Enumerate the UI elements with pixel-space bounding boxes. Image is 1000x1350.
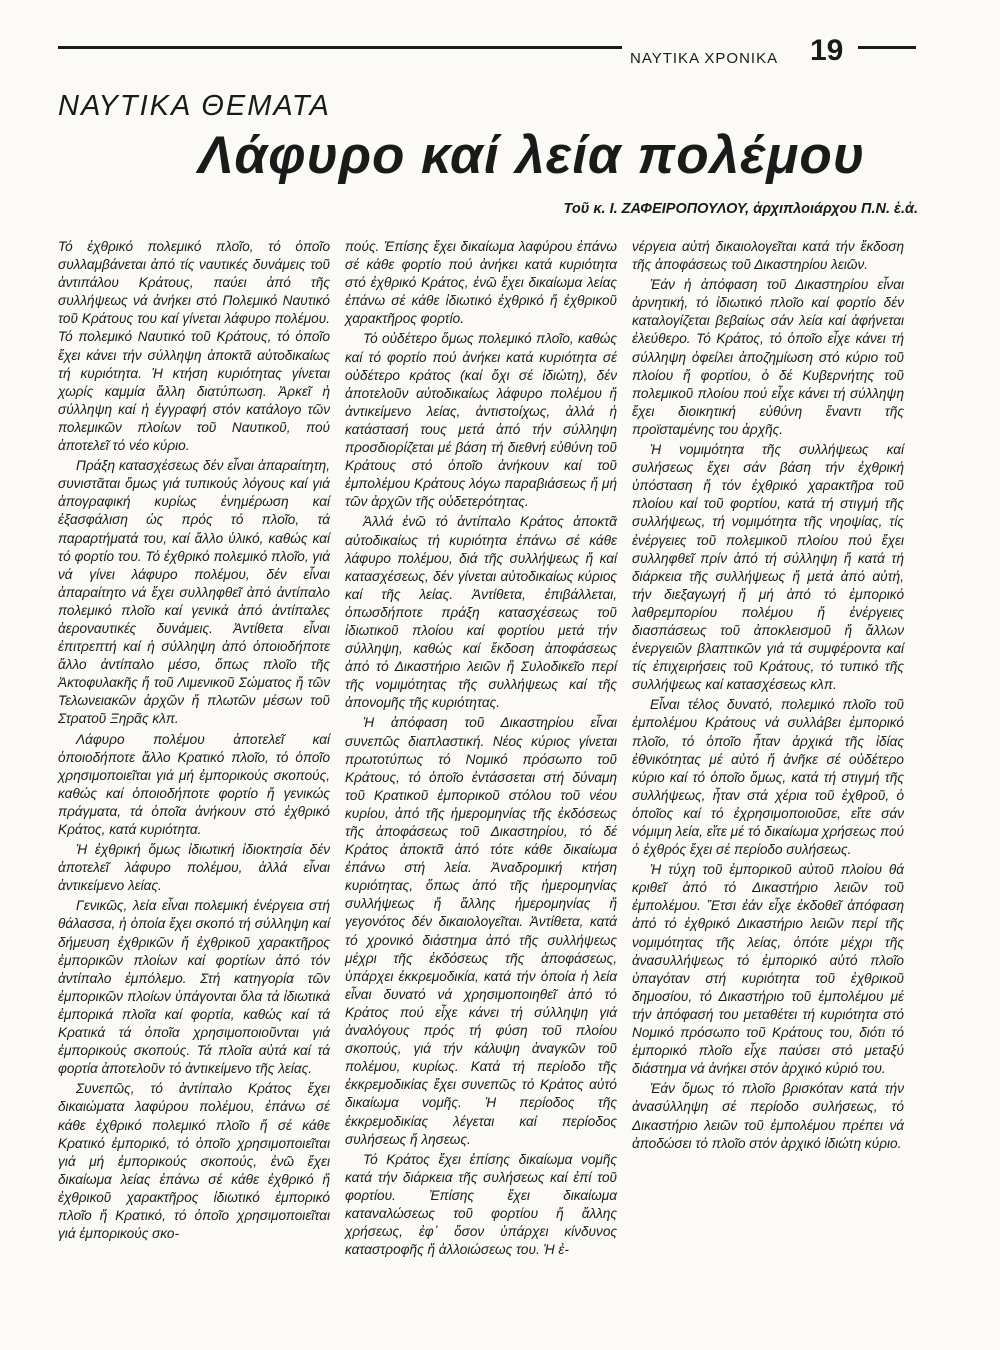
paragraph: Εἶναι τέλος δυνατό, πολεμικό πλοῖο τοῦ ἐμπολέμου Κράτους νά συλλάβει ἐμπορικό πλοῖο, τό ὁποῖο ἦταν ἀρχικά τῆς ἰδίας ἐθνικότητας μέ αὐτό ἤ ἀνῆκε σέ οὐδέτερο κύριο καί τό ὁποῖο ὅμως, κατά τή στιγμή τῆς συλλήψεως, ἦταν στά χέρια τοῦ ἐχθροῦ, ὁ ὁποῖος καί τό ἐχρησιμοποιοῦσε, εἴτε σάν νόμιμη λεία, εἴτε μέ τό δικαίωμα χρήσεως πού ὁ ἐχθρός ἔχει σέ περίοδο συλήσεως. — [632, 697, 904, 858]
paragraph: Λάφυρο πολέμου ἀποτελεῖ καί ὁποιοδήποτε ἄλλο Κρατικό πλοῖο, τό ὁποῖο χρησιμοποιεῖται γιά μή ἐμπορικούς σκοπούς, καθώς καί ὁποιοδήποτε φορτίο ἤ γενικώς πράγματα, τά ὁποῖα ἀνήκουν στό ἐχθρικό Κράτος, κατά κυριότητα. — [58, 731, 330, 837]
running-head: ΝΑΥΤΙΚΑ ΧΡΟΝΙΚΑ — [630, 50, 779, 67]
text-column-3 — [632, 238, 904, 1155]
paragraph: Ἡ ἀπόφαση τοῦ Δικαστηρίου εἶναι συνεπῶς διαπλαστική. Νέος κύριος γίνεται πρωτοτύπως τό Νομικό πρόσωπο τοῦ Κράτους, τό ὁποῖο ἐντάσσεται στή δύναμη τοῦ Κρατικοῦ ἐμπορικοῦ στόλου τοῦ νέου κυρίου, ἀπό τῆς ἡμερομηνίας τῆς ἐκδόσεως τῆς ἀποφάσεως τοῦ Δικαστηρίου, τό δέ Κράτος ἀποκτᾶ ἀπό τότε κάθε δικαίωμα ἐπάνω στή λεία. Ἀναδρομική κτήση κυριότητας, ὅπως ἀπό τῆς ἡμερομηνίας συλλήψεως ἤ ἄλλης ἡμερομηνίας ἤ γεγονότος δέν δικαιολογεῖται. Ἀντίθετα, κατά τό χρονικό διάστημα ἀπό τῆς συλλήψεως μέχρι τῆς ἐκδόσεως τῆς ἀποφάσεως, ὑπάρχει ἐκκρεμοδικία, κατά τήν ὁποία ἡ λεία εἶναι δυνατό νά χρησιμοποιηθεῖ ἀπό τό Κράτος πού εἶχε κάνει τή σύλληψη γιά ἀναλόγους πρός τή φύση τοῦ πλοίου σκοπούς, γιά τήν κάλυψη ἀναγκῶν τοῦ πολέμου, κυρίως. Κατά τή περίοδο τῆς ἐκκρεμοδικίας ἔχει συνεπῶς τό Κράτος αὐτό δικαίωμα νομῆς. Ἡ περίοδος τῆς ἐκκρεμοδικίας λέγεται καί περίοδος συλήσεως ἤ λησεως. — [345, 715, 617, 1147]
paragraph: Ἐάν ἡ ἀπόφαση τοῦ Δικαστηρίου εἶναι ἀρνητική, τό ἰδιωτικό πλοῖο καί φορτίο δέν καταλογίζεται βεβαίως σάν λεία καί ἀφήνεται ἐλεύθερο. Τό Κράτος, τό ὁποῖο εἶχε κάνει τή σύλληψη ὀφείλει ἀποζημίωση στό κύριο τοῦ πλοίου ἤ φορτίου, ὁ δέ Κυβερνήτης τοῦ πολεμικοῦ πλοίου πού εἶχε κάνει τή σύλληψη ἔχει διοικητική εὐθύνη ἔναντι τῆς προϊσταμένης του ἀρχῆς. — [632, 277, 904, 437]
page-number: 19 — [810, 34, 844, 67]
section-title: ΝΑΥΤΙΚΑ ΘΕΜΑΤΑ — [58, 90, 331, 122]
paragraph: Τό Κράτος ἔχει ἐπίσης δικαίωμα νομῆς κατά τήν διάρκεια τῆς συλήσεως καί ἐπί τοῦ φορτίου. Ἐπίσης ἔχει δικαίωμα καταναλώσεως τοῦ φορτίου ἤ ἄλλης χρήσεως, ἐφ᾽ ὅσον ὑπάρχει κίνδυνος καταστροφῆς ἤ ἀλλοιώσεως του. Ἡ ἐ- — [345, 1151, 617, 1258]
paragraph: Ἡ τύχη τοῦ ἐμπορικοῦ αὐτοῦ πλοίου θά κριθεῖ ἀπό τό Δικαστήριο λειῶν τοῦ ἐμπολέμου. Ἔτσι ἐάν εἶχε ἐκδοθεῖ ἀπόφαση ἀπό τό ἐχθρικό Δικαστήριο λειῶν περί τῆς νομιμότητας τῆς λείας, ὁπότε μέχρι τῆς ἀνασυλλήψεως τό ἐμπορικό αὐτό πλοῖο ὑπαγόταν στή κυριότητα τοῦ ἐχθρικοῦ δημοσίου, τό Δικαστήριο τοῦ ἐμπολέμου μέ τήν ἀπόφασή του μεταθέτει τή κυριότητα στό Νομικό πρόσωπο τοῦ Κράτους του, διότι τό ἐμπορικό πλοῖο εἶχε παύσει στό μεταξύ διάστημα νά ἀνήκει στόν ἀρχικό κύριό του. — [632, 862, 904, 1077]
paragraph: πούς. Ἐπίσης ἔχει δικαίωμα λαφύρου ἐπάνω σέ κάθε φορτίο πού ἀνήκει κατά κυριότητα στό ἐχθρικό Κράτος, ἐνῶ ἔχει δικαίωμα λείας ἐπάνω σέ κάθε ἰδιωτικό ἐχθρικό ἤ ἐχθρικοῦ χαρακτῆρος φορτίο. — [345, 239, 617, 327]
paragraph: Πράξη κατασχέσεως δέν εἶναι ἀπαραίτητη, συνιστᾶται ὅμως γιά τυπικούς λόγους καί γιά ἀπογραφική κυρίως ἐνημέρωση καί ἐξασφάλιση ὡς πρός τό πλοῖο, τά παραρτήματά του, καί ἄλλο ὑλικό, καθώς καί τό φορτίο του. Τό ἐχθρικό πολεμικό πλοῖο, γιά νά γίνει λάφυρο πολέμου, δέν εἶναι ἀπαραίτητο νά ἔχει συλληφθεῖ ἀπό ἀντίπαλο πολεμικό πλοῖο καί γενικά ἀπό ἀντίπαλες ἀεροναυτικές δυνάμεις. Ἀντίθετα εἶναι ἐπιτρεπτή καί ἡ σύλληψη ἀπό ὁποιοδήποτε ἄλλο ἀντίπαλο μέσο, ὅπως πλοῖο τῆς Ἀκτοφυλακῆς ἤ τοῦ Λιμενικοῦ Σώματος ἤ τῶν Τελωνειακῶν ἀρχῶν ἤ πλωτῶν μέσων τοῦ Στρατοῦ Ξηρᾶς κλπ. — [58, 458, 330, 727]
header-rule — [58, 46, 622, 49]
article-title: Λάφυρο καί λεία πολέμου — [198, 126, 866, 185]
text-column-1 — [58, 238, 330, 1245]
paragraph: νέργεια αὐτή δικαιολογεῖται κατά τήν ἔκδοση τῆς ἀποφάσεως τοῦ Δικαστηρίου λειῶν. — [632, 239, 904, 273]
paragraph: Ἡ ἐχθρική ὅμως ἰδιωτική ἰδιοκτησία δέν ἀποτελεῖ λάφυρο πολέμου, ἀλλά εἶναι ἀντικείμενο λείας. — [58, 842, 330, 894]
paragraph: Συνεπῶς, τό ἀντίπαλο Κράτος ἔχει δικαιώματα λαφύρου πολέμου, ἐπάνω σέ κάθε ἐχθρικό πολεμικό πλοῖο ἤ σέ κάθε Κρατικό ἐμπορικό, τό ὁποῖο χρησιμοποιεῖται γιά μή ἐμπορικούς σκοπούς, ἐνῶ ἔχει δικαίωμα λείας ἐπάνω σέ κάθε ἐχθρικό ἤ ἐχθρικοῦ χαρακτῆρος ἰδιωτικό ἐμπορικό πλοῖο ἤ Κρατικό, τό ὁποῖο χρησιμοποιεῖται γιά ἐμπορικούς σκο- — [58, 1081, 330, 1242]
byline: Τοῦ κ. Ι. ΖΑΦΕΙΡΟΠΟΥΛΟΥ, ἀρχιπλοιάρχου Π.Ν. ἐ.ἀ. — [563, 201, 918, 217]
text-column-2 — [345, 238, 617, 1261]
paragraph: Ἐάν ὅμως τό πλοῖο βρισκόταν κατά τήν ἀνασύλληψη σέ περίοδο συλήσεως, τό Δικαστήριο λειῶν τοῦ ἐμπολέμου πρέπει νά ἀποδώσει τό πλοῖο στόν ἀρχικό ἰδιώτη κύριο. — [632, 1081, 904, 1151]
paragraph: Ἀλλά ἐνῶ τό ἀντίπαλο Κράτος ἀποκτᾶ αὐτοδικαίως τή κυριότητα ἐπάνω σέ κάθε λάφυρο πολέμου, διά τῆς συλλήψεως ἤ καί κατασχέσεως, δέν γίνεται αὐτοδικαίως κύριος καί τῆς λείας. Ἀντίθετα, ἐπιβάλλεται, ὁπωσδήποτε πράξη κατασχέσεως τοῦ ἰδιωτικοῦ πλοίου καί φορτίου μετά τήν σύλληψη, καθώς καί ἔκδοση ἀποφάσεως ἀπό τό Δικαστήριο λειῶν ἤ Συλοδικεῖο περί τῆς νομιμότητας τῆς συλλήψεως καί τῆς ἀπονομῆς τῆς κυριότητας. — [345, 514, 617, 711]
header-rule-right — [858, 46, 916, 49]
paragraph: Τό ἐχθρικό πολεμικό πλοῖο, τό ὁποῖο συλλαμβάνεται ἀπό τίς ναυτικές δυνάμεις τοῦ ἀντιπάλου Κράτους, παύει ἀπό τῆς συλλήψεως νά ἀνήκει στό Πολεμικό Ναυτικό τοῦ Κράτους του καί γίνεται λάφυρο πολέμου. Τό πολεμικό Ναυτικό τοῦ Κράτους, τό ὁποῖο ἔχει κάνει τήν σύλληψη ἀποκτᾶ αὐτοδικαίως τή κυριότητα. Ἡ κτήση κυριότητας γίνεται χωρίς καμμία ἄλλη διατύπωση. Ἀρκεῖ ἡ σύλληψη καί ἡ ἐγγραφή στόν κατάλογο τῶν πολεμικῶν πλοίων τοῦ Ναυτικοῦ, πού ἀποτελεῖ τό νέο κύριο. — [58, 239, 330, 454]
paragraph: Ἡ νομιμότητα τῆς συλλήψεως καί συλήσεως ἔχει σάν βάση τήν ἐχθρική ὑπόσταση ἤ τόν ἐχθρικό χαρακτῆρα τοῦ πλοίου καί τοῦ φορτίου, κατά τή στιγμή τῆς συλλήψεως, τή νομιμότητα τῆς νηοψίας, τίς ἐνέργειες τοῦ πολεμικοῦ πλοίου πού ἔχει συλληφθεῖ πρίν ἀπό τή σύλληψη ἤ κατά τή διάρκεια τῆς συλλήψεως ἤ μετά ἀπό αὐτή, τήν διεξαγωγή ἤ μή ἀπό τό ἐμπορικό λαθρεμπορίου πολέμου ἤ ἐνέργειες διασπάσεως τοῦ ἀποκλεισμοῦ ἤ ἄλλων ἐνεργειῶν βλαπτικῶν γιά τά συμφέροντα καί τίς ἐπιχειρήσεις τοῦ Κράτους, τό τυπικό τῆς συλλήψεως καί κατασχέσεως κλπ. — [632, 442, 904, 693]
paragraph: Τό οὐδέτερο ὅμως πολεμικό πλοῖο, καθώς καί τό φορτίο πού ἀνήκει κατά κυριότητα σέ οὐδέτερο κράτος (καί ὄχι σέ ἰδιώτη), δέν ἀποτελοῦν αὐτοδικαίως λάφυρο πολέμου ἤ ἀντικείμενο λείας, ἀντιστοίχως, ἀλλά ἡ κατάστασή τους μετά ἀπό τήν σύλληψη προσδιορίζεται μέ βάση τή διεθνή εὐθύνη τοῦ Κράτους στό ὁποῖο ἀνήκουν καί τοῦ ἐμπολέμου Κράτους λόγω παραβιάσεως ἤ μή τῶν ἀρχῶν τῆς οὐδετερότητας. — [345, 331, 617, 510]
paragraph: Γενικῶς, λεία εἶναι πολεμική ἐνέργεια στή θάλασσα, ἡ ὁποία ἔχει σκοπό τή σύλληψη καί δήμευση ἐχθρικῶν ἤ ἐχθρικοῦ χαρακτῆρος ἐμπορικῶν πλοίων καί φορτίων ἀπό τόν ἀντίπαλο ἐμπόλεμο. Στή κατηγορία τῶν ἐμπορικῶν πλοίων ὑπάγονται ὅλα τά ἰδιωτικά ἐμπορικά πλοῖα καί φορτία, καθώς καί τά Κρατικά τά ὁποῖα χρησιμοποιοῦνται γιά ἐμπορικούς σκοπούς. Τά πλοῖα αὐτά καί τά φορτία ἀποτελοῦν τό ἀντικείμενο τῆς λείας. — [58, 898, 330, 1077]
